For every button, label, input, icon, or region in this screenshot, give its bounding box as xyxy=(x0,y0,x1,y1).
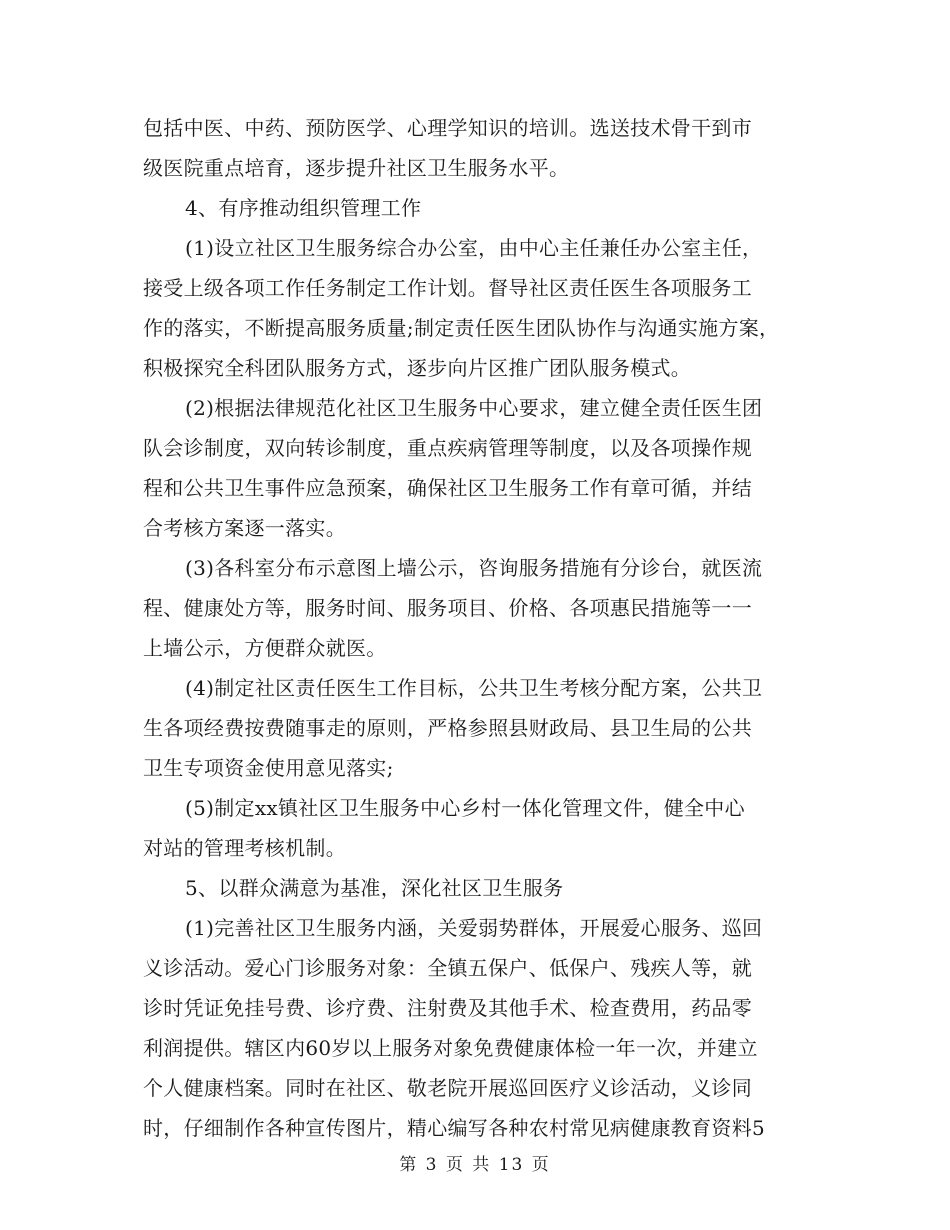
document-body xyxy=(143,108,823,1148)
paragraph-line: 程、健康处方等，服务时间、服务项目、价格、各项惠民措施等一一 xyxy=(143,596,752,620)
paragraph-line: 积极探究全科团队服务方式，逐步向片区推广团队服务模式。 xyxy=(143,356,692,380)
paragraph-line: 卫生专项资金使用意见落实; xyxy=(143,756,394,780)
paragraph-line: 5、以群众满意为基准，深化社区卫生服务 xyxy=(185,876,564,900)
paragraph-line: 义诊活动。爱心门诊服务对象：全镇五保户、低保户、残疾人等，就 xyxy=(143,956,752,980)
paragraph-line: (5)制定xx镇社区卫生服务中心乡村一体化管理文件，健全中心 xyxy=(185,796,745,820)
paragraph-line: 包括中医、中药、预防医学、心理学知识的培训。选送技术骨干到市 xyxy=(143,116,752,140)
page-number-footer: 第 3 页 共 13 页 xyxy=(399,1155,551,1175)
paragraph-line: 4、有序推动组织管理工作 xyxy=(185,196,422,220)
paragraph-line: 利润提供。辖区内60岁以上服务对象免费健康体检一年一次，并建立 xyxy=(143,1036,758,1060)
paragraph-line: (3)各科室分布示意图上墙公示，咨询服务措施有分诊台，就医流 xyxy=(185,556,763,580)
paragraph-line: (2)根据法律规范化社区卫生服务中心要求，建立健全责任医生团 xyxy=(185,396,763,420)
paragraph-line: (1)完善社区卫生服务内涵，关爱弱势群体，开展爱心服务、巡回 xyxy=(185,916,763,940)
paragraph-line: 队会诊制度，双向转诊制度，重点疾病管理等制度，以及各项操作规 xyxy=(143,436,752,460)
paragraph-line: 时，仔细制作各种宣传图片，精心编写各种农村常见病健康教育资料5 xyxy=(143,1116,766,1140)
paragraph-line: 诊时凭证免挂号费、诊疗费、注射费及其他手术、检查费用，药品零 xyxy=(143,996,752,1020)
paragraph-line: 级医院重点培育，逐步提升社区卫生服务水平。 xyxy=(143,156,570,180)
paragraph-line: (1)设立社区卫生服务综合办公室，由中心主任兼任办公室主任， xyxy=(185,236,763,260)
paragraph-line: 上墙公示，方便群众就医。 xyxy=(143,636,387,660)
paragraph-line: 对站的管理考核机制。 xyxy=(143,836,346,860)
paragraph-line: 个人健康档案。同时在社区、敬老院开展巡回医疗义诊活动，义诊同 xyxy=(143,1076,752,1100)
paragraph-line: (4)制定社区责任医生工作目标，公共卫生考核分配方案，公共卫 xyxy=(185,676,763,700)
paragraph-line: 作的落实，不断提高服务质量;制定责任医生团队协作与沟通实施方案， xyxy=(143,316,780,340)
paragraph-line: 程和公共卫生事件应急预案，确保社区卫生服务工作有章可循，并结 xyxy=(143,476,752,500)
paragraph-line: 生各项经费按费随事走的原则，严格参照县财政局、县卫生局的公共 xyxy=(143,716,752,740)
paragraph-line: 合考核方案逐一落实。 xyxy=(143,516,346,540)
paragraph-line: 接受上级各项工作任务制定工作计划。督导社区责任医生各项服务工 xyxy=(143,276,752,300)
